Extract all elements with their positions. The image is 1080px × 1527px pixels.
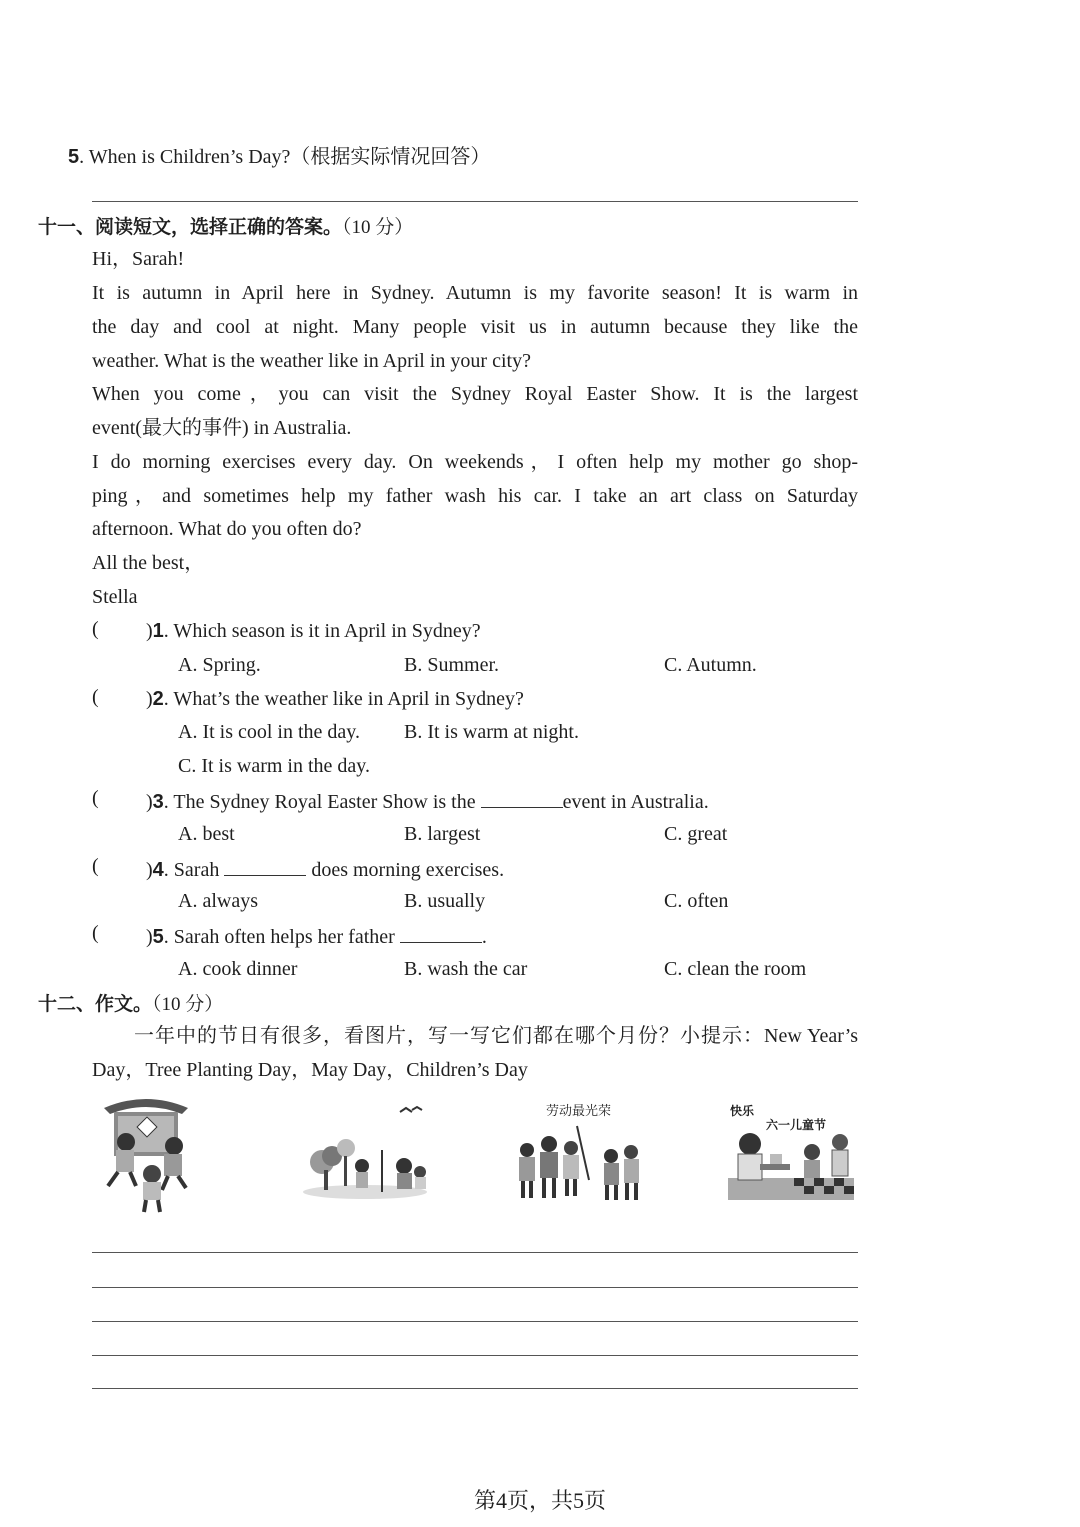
q3-paren-open: ( [92, 787, 99, 809]
letter-line: afternoon. What do you often do? [92, 518, 362, 540]
childrens-day-picture [724, 1128, 858, 1202]
q3-stem-before: . The Sydney Royal Easter Show is the [163, 791, 476, 813]
q4-number: 4 [152, 859, 164, 881]
q2-stem-line [146, 686, 524, 712]
q5b-fill-blank[interactable] [400, 922, 482, 943]
q3-option-a[interactable]: A. best [178, 823, 235, 845]
q5b-option-a[interactable]: A. cook dinner [178, 958, 298, 980]
letter-signature: Stella [92, 586, 138, 608]
q4-option-a[interactable]: A. always [178, 890, 258, 912]
q4-paren-close: ) [146, 859, 153, 881]
may-day-picture [515, 1122, 645, 1204]
letter-closing: All the best， [92, 552, 205, 574]
section12-heading [38, 989, 223, 1016]
q4-fill-blank[interactable] [224, 855, 306, 876]
q2-paren-open: ( [92, 686, 99, 708]
q2-stem: . What’s the weather like in April in Sydney? [163, 688, 524, 710]
q1-option-c[interactable]: C. Autumn. [664, 654, 757, 676]
q4-paren-open: ( [92, 855, 99, 877]
letter-line: event(最大的事件) in Australia. [92, 417, 352, 439]
q3-option-b[interactable]: B. largest [404, 823, 481, 845]
q4-stem-before: . Sarah [163, 859, 220, 881]
q5b-paren-open: ( [92, 922, 99, 944]
page-footer: 第4页，共5页 [473, 1488, 606, 1513]
q2-answer-blank[interactable] [100, 686, 144, 712]
q5b-stem-line [146, 922, 487, 950]
q2-option-c[interactable]: C. It is warm in the day. [178, 755, 371, 777]
q5b-stem-after: . [481, 926, 487, 948]
writing-line[interactable] [92, 1287, 858, 1288]
writing-line[interactable] [92, 1388, 858, 1389]
q1-paren-close: ) [146, 620, 153, 642]
section11-heading [38, 212, 413, 239]
q1-paren-open: ( [92, 618, 99, 640]
q5-answer-line[interactable] [92, 201, 858, 202]
childrens-day-caption-top: 快乐 [730, 1104, 755, 1118]
letter-line: weather. What is the weather like in April in your city? [92, 350, 531, 372]
letter-line: When you come，you can visit the Sydney Royal Easter Show. It is the largest [92, 383, 858, 405]
letter-line: I do morning exercises every day. On weekends，I often help my mother go shop- [92, 451, 858, 473]
section11-points: （10 分） [342, 217, 414, 238]
q4-stem-after: does morning exercises. [311, 859, 505, 881]
q4-option-c[interactable]: C. often [664, 890, 729, 912]
new-years-day-picture [96, 1090, 196, 1215]
q2-option-a[interactable]: A. It is cool in the day. [178, 721, 361, 743]
q1-stem-line [146, 618, 481, 644]
q3-fill-blank[interactable] [481, 787, 563, 808]
q4-answer-blank[interactable] [100, 855, 144, 881]
letter-line: It is autumn in April here in Sydney. Autumn is my favorite season! It is warm in [92, 282, 858, 304]
letter-line: ping，and sometimes help my father wash his car. I take an art class on Saturday [92, 485, 858, 507]
section12-prompt-line1: 一年中的节日有很多，看图片，写一写它们都在哪个月份？小提示：New Year’s [134, 1025, 858, 1047]
q1-number: 1 [152, 620, 164, 642]
writing-line[interactable] [92, 1252, 858, 1253]
q3-option-c[interactable]: C. great [664, 823, 728, 845]
section12-points: （10 分） [152, 994, 224, 1015]
q2-number: 2 [152, 688, 164, 710]
writing-line[interactable] [92, 1321, 858, 1322]
q1-option-a[interactable]: A. Spring. [178, 654, 261, 676]
q5b-paren-close: ) [146, 926, 153, 948]
may-day-caption: 劳动最光荣 [546, 1104, 612, 1119]
writing-line[interactable] [92, 1355, 858, 1356]
q1-answer-blank[interactable] [100, 618, 144, 644]
q5b-stem-before: . Sarah often helps her father [163, 926, 395, 948]
q1-option-b[interactable]: B. Summer. [404, 654, 500, 676]
q3-stem-after: event in Australia. [562, 791, 709, 813]
q2-paren-close: ) [146, 688, 153, 710]
section11-title: 十一、阅读短文，选择正确的答案。 [38, 216, 343, 238]
q1-stem: . Which season is it in April in Sydney? [163, 620, 481, 642]
section12-prompt-line2: Day，Tree Planting Day，May Day，Children’s Day [92, 1059, 528, 1081]
q4-stem-line [146, 855, 504, 883]
q4-option-b[interactable]: B. usually [404, 890, 486, 912]
q3-paren-close: ) [146, 791, 153, 813]
q5b-option-b[interactable]: B. wash the car [404, 958, 528, 980]
tree-planting-day-picture [300, 1100, 435, 1200]
q3-answer-blank[interactable] [100, 787, 144, 813]
q5-line [68, 144, 490, 170]
q5b-option-c[interactable]: C. clean the room [664, 958, 807, 980]
q5-number: 5 [68, 146, 80, 168]
q5-text: . When is Children’s Day?（根据实际情况回答） [79, 146, 491, 168]
q5b-answer-blank[interactable] [100, 922, 144, 948]
q5b-number: 5 [152, 926, 164, 948]
section12-title: 十二、作文。 [38, 993, 153, 1015]
childrens-day-caption-bottom: 六一儿童节 [766, 1118, 827, 1132]
letter-line: the day and cool at night. Many people visit us in autumn because they like the [92, 316, 858, 338]
q3-stem-line [146, 787, 709, 815]
letter-greeting: Hi，Sarah! [92, 248, 185, 270]
q3-number: 3 [152, 791, 164, 813]
q2-option-b[interactable]: B. It is warm at night. [404, 721, 579, 743]
